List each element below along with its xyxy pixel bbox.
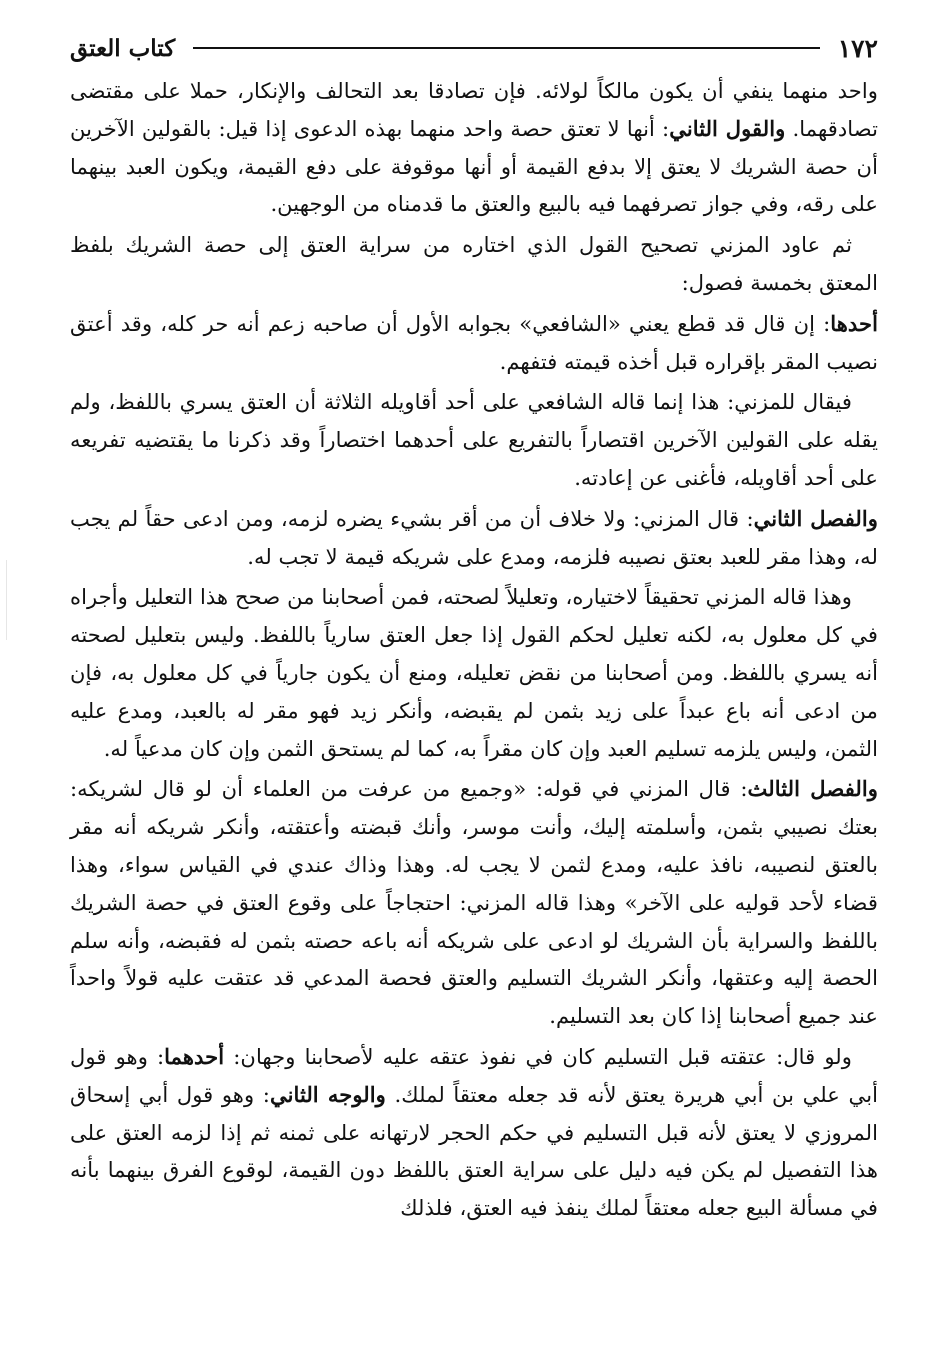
book-page [70, 26, 878, 1230]
page-body [70, 72, 878, 1227]
bold-heading-run: والقول الثاني [669, 115, 786, 141]
bold-heading-run: والفصل الثاني [753, 505, 878, 531]
text-run: وهذا قاله المزني تحقيقاً لاختياره، وتعليلاً لصحته، فمن أصحابنا من صحح هذا التعليل وأجراه في كل معلول به، لكنه تعليل لحكم القول إذا جعل العتق سارياً باللفظ. وليس بتعليل لصحته أنه يسري باللفظ. ومن أصحابنا من نقض تعليله، ومنع أن يكون جارياً في كل معلول به، فإن من ادعى أنه باع عبداً على زيد بثمن لم يقبضه، وأنكر زيد فهو مقر له بالعبد، ومدع عليه الثمن، وليس يلزمه تسليم العبد وإن كان مقراً به، كما لم يستحق الثمن وإن كان مدعياً له. [70, 584, 878, 761]
text-run: : أنها لا تعتق حصة واحد منهما بهذه الدعوى إذا قيل: بالقولين الآخرين أن حصة الشريك لا يعتق إلا بدفع القيمة أو أنها موقوفة على دفع القيمة، ويكون العبد بينهما على رقه، وفي جواز تصرفهما فيه بالبيع والعتق ما قدمناه من الوجهين. [70, 115, 878, 217]
paragraph [70, 578, 878, 767]
text-run: : إن قال قد قطع يعني «الشافعي» بجوابه الأول أن صاحبه زعم أنه حر كله، وقد أعتق نصيب المقر بإقراره قبل أخذه قيمته فتفهم. [70, 310, 878, 374]
book-title: كتاب العتق [70, 34, 176, 62]
bold-heading-run: والوجه الثاني [269, 1081, 386, 1107]
paragraph [70, 305, 878, 381]
paragraph [70, 72, 878, 223]
text-run: : وهو قول أبي علي بن أبي هريرة يعتق لأنه قد جعله معتقاً لملك. [70, 1043, 878, 1107]
text-run: فيقال للمزني: هذا إنما قاله الشافعي على أحد أقاويله الثلاثة أن العتق يسري باللفظ، ولم يقله على القولين الآخرين اقتصاراً بالتفريع على أحدهما اختصاراً وقد ذكرنا ما يقتضيه تفريعه على أحد أقاويله، فأغنى عن إعادته. [70, 389, 878, 490]
scan-margin-mark [6, 560, 7, 640]
paragraph [70, 500, 878, 576]
paragraph [70, 770, 878, 1035]
bold-heading-run: أحدها [830, 310, 878, 336]
text-run: : قال المزني: ولا خلاف أن من أقر بشيء يضره لزمه، ومن ادعى حقاً لم يجب له، وهذا مقر للعبد بعتق نصيبه فلزمه، ومدع على شريكه قيمة لا تجب له. [70, 505, 878, 569]
paragraph [70, 226, 878, 302]
bold-heading-run: والفصل الثالث [747, 776, 879, 802]
text-run: ثم عاود المزني تصحيح القول الذي اختاره من سراية العتق إلى حصة الشريك بلفظ المعتق بخمسة فصول: [70, 232, 878, 295]
page-header [70, 26, 878, 70]
paragraph [70, 383, 878, 496]
page-number: ١٧٢ [837, 33, 878, 63]
text-run: : وهو قول أبي إسحاق المروزي لا يعتق لأنه قبل التسليم في حكم الحجر لارتهانه على ثمنه ثم إذا لزمه العتق على هذا التفصيل لم يكن فيه دليل على سراية العتق باللفظ دون القيمة، لوقوع الفرق بينهما بأنه في مسألة البيع جعله معتقاً لملك ينفذ فيه العتق، فلذلك [70, 1081, 878, 1221]
header-rule [193, 47, 820, 49]
text-run: واحد منهما ينفي أن يكون مالكاً لولائه. فإن تصادقا بعد التحالف والإنكار، حملا على مقتضى تصادقهما. [70, 78, 878, 141]
text-run: ولو قال: عتقته قبل التسليم كان في نفوذ عتقه عليه لأصحابنا وجهان: [224, 1043, 852, 1069]
bold-heading-run: أحدهما [164, 1043, 225, 1069]
paragraph [70, 1038, 878, 1227]
text-run: : قال المزني في قوله: «وجميع من عرفت من العلماء أن لو قال لشريكه: بعتك نصيبي بثمن، وأسلمته إليك، وأنت موسر، وأنك قبضته وأعتقته، وأنكر شريكه أنه مقر بالعتق لنصيبه، نافذ عليه، ومدع لثمن لا يجب له. وهذا وذاك عندي في القياس سواء، وهذا قضاء لأحد قوليه على الآخر» وهذا قاله المزني: احتجاجاً على وقوع العتق في حصة الشريك باللفظ والسراية بأن الشريك لو ادعى على شريكه أنه باعه حصته بثمن له فقبضه، وأنه سلم الحصة إليه وعتقها، وأنكر الشريك التسليم والعتق فحصة المدعي قد عتقت عليه قولاً واحداً عند جميع أصحابنا إذا كان بعد التسليم. [70, 776, 878, 1029]
